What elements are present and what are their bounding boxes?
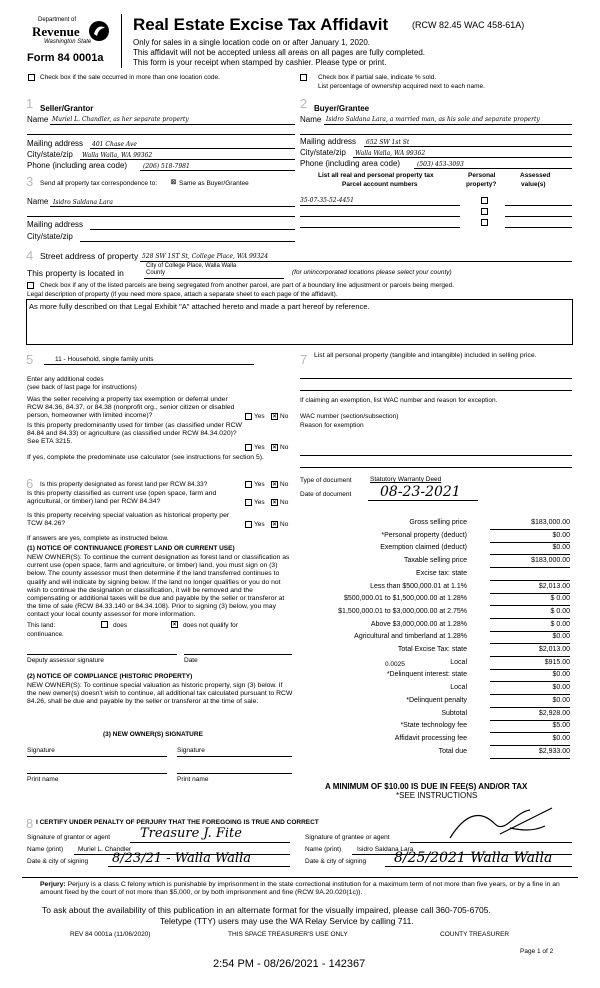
owner-signature-label-1: Signature — [27, 747, 55, 754]
sec5-q2-no-checkbox[interactable]: × — [272, 445, 277, 451]
buyer-mail[interactable]: 652 SW 1st St — [366, 139, 410, 146]
seller-name[interactable]: Muriel L. Chandler, as her separate property — [52, 116, 189, 123]
this-land-label: This land: — [27, 622, 56, 629]
header-sub2: This affidavit will not be accepted unless all areas on all pages are fully completed. — [133, 48, 426, 57]
sec5-q2-no: No — [280, 444, 289, 451]
local-rate: 0.0025 — [385, 661, 405, 668]
logo-dept-line1: Department of — [38, 17, 77, 23]
deputy-signature-label: Deputy assessor signature — [27, 657, 104, 664]
fee-underline — [490, 593, 570, 594]
legal-label: Legal description of property (if you need more space, attach a separate sheet to each page of the affidavit). — [27, 291, 338, 298]
fee-label: Above $3,000,000.00 at 1.28% — [370, 620, 467, 628]
fee-row — [300, 748, 570, 759]
fee-underline — [490, 605, 570, 606]
section-7-number: 7 — [300, 352, 308, 367]
use-code[interactable]: 11 - Household, single family units — [55, 356, 154, 363]
fee-row — [300, 519, 570, 530]
sec5-q2-yes-checkbox[interactable] — [245, 444, 252, 451]
fee-value[interactable]: $915.00 — [544, 658, 570, 666]
fee-row — [300, 684, 570, 695]
fee-row — [300, 532, 570, 543]
sec6-q1-yes: Yes — [254, 481, 265, 488]
sec6-q2: Is this property classified as current use (open space, farm and agricultural, or timber) land per RCW 84.34? — [27, 490, 217, 506]
alt-format-line1: To ask about the availability of this publication in an alternate format for the visually impaired, please call 360-705-6705. — [42, 905, 491, 915]
continuance-label: continuance. — [27, 631, 64, 638]
legal-description: As more fully described on that Legal Exhibit "A" attached hereto and made a part hereof by reference. — [29, 302, 370, 311]
fee-value[interactable]: $5.00 — [552, 722, 570, 730]
sec6-q1-yes-checkbox[interactable] — [245, 481, 252, 488]
street-label: Street address of property — [40, 251, 139, 261]
fee-label: Local — [450, 658, 467, 666]
additional-codes-note: (see back of last page for instructions) — [27, 384, 137, 391]
fee-label: *Delinquent interest: state — [386, 671, 467, 679]
grantor-date-label: Date & city of signing — [27, 858, 89, 865]
continuance-heading: (1) NOTICE OF CONTINUANCE (FOREST LAND OR CURRENT USE) — [27, 545, 235, 552]
buyer-name-label: Name — [300, 115, 322, 124]
fee-label: Local — [450, 684, 467, 692]
sec6-q2-no: No — [280, 499, 289, 506]
sec6-q1-no: No — [280, 481, 289, 488]
owner-print-label-1: Print name — [27, 776, 59, 783]
fee-label: Exemption claimed (deduct) — [380, 544, 467, 552]
partial-sale-label: Check box if partial sale, indicate % sold. — [318, 74, 437, 81]
fee-row — [300, 722, 570, 733]
buyer-city[interactable]: Walla Walla, WA 99362 — [355, 150, 426, 157]
exemption-text: If claiming an exemption, list WAC number and reason for exception. — [300, 397, 498, 404]
fee-underline — [490, 669, 570, 670]
seller-mail[interactable]: 401 Chase Ave — [92, 141, 137, 148]
located-label: This property is located in — [27, 268, 124, 278]
grantor-date-city[interactable]: 8/23/21 - Walla Walla — [112, 851, 252, 866]
sec6-q3-yes: Yes — [254, 521, 265, 528]
buyer-mail-label: Mailing address — [300, 137, 357, 146]
owner-print-label-2: Print name — [177, 776, 209, 783]
county-treasurer: COUNTY TREASURER — [440, 931, 510, 938]
land-does-checkbox[interactable] — [101, 621, 108, 628]
sec5-q1-no: No — [280, 413, 289, 420]
fee-value[interactable]: $183,000.00 — [531, 519, 570, 526]
sec5-q1-no-checkbox[interactable]: × — [272, 414, 277, 420]
corr-name-label: Name — [27, 197, 49, 206]
perjury-body: Perjury is a class C felony which is punishable by imprisonment in the state correctional institution for a maximum term of not more than five years, or by a fine in an amount fixed by the court of not more than $5,000, or by both imprisonment and fine (RCW 9A.20.020(1c)). — [40, 881, 560, 897]
fee-value[interactable]: $ 0.00 — [550, 607, 570, 615]
located-value[interactable]: City of College Place, Walla Walla County — [146, 263, 237, 276]
seller-heading: Seller/Grantor — [40, 104, 94, 113]
fee-value[interactable]: $2,013.00 — [538, 582, 570, 590]
fee-row — [300, 671, 570, 682]
fee-label: *State technology fee — [400, 722, 467, 730]
corr-city-label: City/state/zip — [27, 232, 73, 241]
fee-row — [300, 583, 570, 594]
sec6-q3: Is this property receiving special valuation as historical property per TCW 84.26? — [27, 512, 230, 528]
fee-underline — [490, 554, 570, 555]
fee-underline — [490, 567, 570, 568]
seller-city[interactable]: Walla Walla, WA 99362 — [82, 152, 153, 159]
seller-phone-label: Phone (including area code) — [27, 161, 128, 170]
fee-row — [300, 735, 570, 746]
fee-value[interactable]: $ 0.00 — [550, 620, 570, 628]
parcel-heading1: List all real and personal property tax — [318, 172, 434, 179]
sec6-q2-no-checkbox[interactable]: × — [272, 500, 277, 506]
grantee-sig-label: Signature of grantee or agent — [305, 834, 390, 841]
segregated-checkbox[interactable] — [27, 282, 34, 289]
header-sub1: Only for sales in a single location code on or after January 1, 2020. — [133, 38, 371, 47]
fee-value[interactable]: $0.00 — [552, 684, 570, 692]
sec5-q2-yes: Yes — [254, 444, 265, 451]
grantee-date-label: Date & city of signing — [305, 858, 367, 865]
land-does-not-label: does not qualify for — [183, 622, 238, 629]
fee-row — [300, 570, 570, 581]
fee-row — [300, 608, 570, 619]
personal-property-checkbox-2[interactable] — [481, 208, 488, 215]
fee-underline — [490, 529, 570, 530]
fee-value[interactable]: $0.00 — [552, 671, 570, 679]
personal-property-checkbox-1[interactable] — [481, 197, 488, 204]
fee-value[interactable]: $183,000.00 — [531, 557, 570, 565]
compliance-heading: (2) NOTICE OF COMPLIANCE (HISTORIC PROPERTY) — [27, 673, 193, 680]
same-as-buyer-checkbox[interactable]: ☒ — [170, 180, 177, 186]
legal-description-box[interactable] — [26, 299, 573, 345]
partial-sale-note: List percentage of ownership acquired next to each name. — [318, 83, 485, 90]
buyer-phone-label: Phone (including area code) — [300, 159, 401, 168]
sec5-q1-yes-checkbox[interactable] — [245, 413, 252, 420]
fee-underline — [490, 618, 570, 619]
form-rcw: (RCW 82.45 WAC 458-61A) — [412, 20, 525, 30]
grantee-signature[interactable] — [440, 804, 560, 844]
fee-row — [300, 544, 570, 555]
fee-value[interactable]: $ 0.00 — [550, 595, 570, 603]
fee-value[interactable]: $0.00 — [552, 544, 570, 552]
fee-underline — [490, 542, 570, 543]
multi-location-label: Check box if the sale occurred in more than one location code. — [40, 74, 220, 81]
fee-row — [300, 659, 570, 670]
sec6-q1-no-checkbox[interactable]: × — [272, 482, 277, 488]
fee-value[interactable]: $2,928.00 — [538, 709, 570, 717]
fee-row — [300, 710, 570, 721]
section-1-number: 1 — [26, 96, 34, 111]
doc-date[interactable]: 08-23-2021 — [380, 484, 461, 500]
certify-text: I CERTIFY UNDER PENALTY OF PERJURY THAT THE FOREGOING IS TRUE AND CORRECT — [36, 819, 319, 826]
wac-label: WAC number (section/subsection) — [300, 413, 399, 420]
fee-label: *Delinquent penalty — [406, 696, 467, 704]
doc-type[interactable]: Statutory Warranty Deed — [370, 476, 442, 483]
fee-value[interactable]: $0.00 — [552, 531, 570, 539]
parcel-number-1[interactable]: 35-07-35-52-4451 — [300, 197, 354, 204]
fee-underline — [490, 656, 570, 657]
fee-value[interactable]: $2,933.00 — [538, 747, 570, 755]
grantor-print-label: Name (print) — [27, 846, 64, 853]
sec5-q3: If yes, complete the predominate use calculator (see instructions for section 5). — [27, 454, 264, 461]
section-8-number: 8 — [26, 816, 34, 831]
located-note: (for unincorporated locations please select your county) — [292, 269, 452, 276]
fee-underline — [490, 720, 570, 721]
section-2-number: 2 — [300, 96, 308, 111]
fee-row — [300, 633, 570, 644]
owner-signature-label-2: Signature — [177, 747, 205, 754]
new-owner-heading: (3) NEW OWNER(S) SIGNATURE — [103, 731, 203, 738]
assessed-heading: Assessed — [520, 172, 551, 179]
fee-value[interactable]: $2,013.00 — [538, 646, 570, 653]
logo-dept-line2: Revenue — [32, 24, 80, 39]
minimum-fee-notice: A MINIMUM OF $10.00 IS DUE IN FEE(S) AND/OR TAX — [325, 782, 528, 791]
fee-underline — [490, 631, 570, 632]
form-title: Real Estate Excise Tax Affidavit — [133, 15, 389, 34]
deputy-date-label: Date — [184, 657, 198, 664]
fee-underline — [490, 758, 570, 759]
buyer-phone[interactable]: (503) 453-3093 — [417, 161, 464, 168]
personal-property-checkbox-3[interactable] — [481, 219, 488, 226]
fee-label: $1,500,000.01 to $3,000,000.00 at 2.75% — [338, 607, 467, 615]
seller-mail-label: Mailing address — [27, 139, 84, 148]
perjury-label: Perjury: — [40, 881, 66, 888]
personal-property-text: List all personal property (tangible and intangible) included in selling price. — [314, 352, 537, 359]
fee-label: Taxable selling price — [403, 557, 467, 565]
sec6-q3-yes-checkbox[interactable] — [245, 521, 252, 528]
fee-row — [300, 595, 570, 606]
compliance-text: NEW OWNER(S): To continue special valuation as historic property, sign (3) below. If the new owner(s) doesn't wish to continue, all additional tax calculated pursuant to RCW 84.26, shall be due and payable by the seller or transferor at the time of sale. — [27, 682, 293, 706]
fee-label: Excise tax: state — [416, 569, 467, 577]
multi-location-checkbox[interactable] — [28, 74, 35, 81]
continuance-text: NEW OWNER(S): To continue the current designation as forest land or classification as current use (open space, farm and agriculture, or timber) land, you must sign on (3) below. The county assessor must then determine if the land transferred continues to qualify and will indicate by signing below. If the land no longer qualifies or you do not wish to continue the designation or classification, it will be removed and the compensating or additional taxes will be due and payable by the seller or transferor at the time of sale (RCW 84.33.140 or 84.34.108). Prior to signing (3) below, you may contact your local county assessor for more information. — [27, 554, 290, 619]
partial-sale-checkbox[interactable] — [300, 74, 307, 81]
segregated-label: Check box if any of the listed parcels are being segregated from another parcel, are part of a boundary line adjustment or parcels being merged. — [40, 282, 455, 289]
header-sub3: This form is your receipt when stamped by cashier. Please type or print. — [133, 58, 387, 67]
sec5-q1-yes: Yes — [254, 413, 265, 420]
grantee-date-city[interactable]: 8/25/2021 Walla Walla — [394, 850, 553, 866]
corr-mail-label: Mailing address — [27, 220, 84, 229]
same-as-buyer-label: Same as Buyer/Grantee — [179, 180, 249, 187]
land-does-not-checkbox[interactable]: × — [172, 622, 177, 628]
grantor-signature[interactable]: Treasure J. Fite — [140, 826, 242, 841]
receipt-stamp: 2:54 PM - 08/26/2021 - 142367 — [213, 958, 366, 970]
see-instructions: *SEE INSTRUCTIONS — [396, 791, 478, 800]
fee-label: *Personal property (deduct) — [381, 531, 467, 539]
corr-name[interactable]: Isidro Saldana Lara — [53, 199, 113, 206]
fee-value[interactable]: $0.00 — [552, 633, 570, 641]
personal-property-heading2: property? — [466, 181, 497, 188]
fee-label: Gross selling price — [409, 519, 467, 526]
sec5-q2: Is this property predominantly used for timber (as classified under RCW 84.84 and 84.33) or agriculture (as classified under RCW 84.34.020)? See ETA 3215. — [27, 422, 242, 446]
doc-type-label: Type of document — [300, 477, 352, 484]
seller-phone[interactable]: (206) 518-7981 — [143, 163, 190, 170]
doc-date-label: Date of document — [300, 491, 352, 498]
fee-row — [300, 621, 570, 632]
seller-city-label: City/state/zip — [27, 150, 73, 159]
personal-property-heading: Personal — [468, 172, 496, 179]
fee-row — [300, 646, 570, 657]
assessed-heading2: value(s) — [521, 181, 546, 188]
additional-codes-label: Enter any additional codes — [27, 376, 104, 383]
fee-label: Total Excise Tax: state — [397, 646, 467, 653]
fee-label: Less than $500,000.01 at 1.1% — [370, 582, 467, 590]
section-5-number: 5 — [26, 352, 34, 367]
street-address[interactable]: 528 SW 1ST St, College Place, WA 99324 — [142, 253, 269, 260]
fee-underline — [490, 732, 570, 733]
grantor-sig-label: Signature of grantor or agent — [27, 834, 111, 841]
fee-row — [300, 697, 570, 708]
fee-label: Affidavit processing fee — [394, 734, 467, 742]
grantee-print-label: Name (print) — [305, 846, 342, 853]
fee-label: Total due — [438, 747, 467, 755]
sec6-q3-no: No — [280, 521, 289, 528]
buyer-city-label: City/state/zip — [300, 148, 346, 157]
sec5-q1: Was the seller receiving a property tax exemption or deferral under RCW 84.36, 84.37, or 84.38 (nonprofit org., senior citizen or disabled person, homeowner with limited income)? — [27, 396, 235, 420]
treasurer-use: THIS SPACE TREASURER'S USE ONLY — [228, 931, 348, 938]
form-number: Form 84 0001a — [27, 52, 104, 64]
fee-label: Subtotal — [441, 709, 467, 717]
fee-row — [300, 557, 570, 568]
fee-value[interactable]: $0.00 — [552, 696, 570, 704]
seller-name-label: Name — [27, 115, 49, 124]
land-does-label: does — [113, 622, 128, 629]
section-4-number: 4 — [26, 248, 34, 263]
grantee-print[interactable]: Isidro Saldana Lara — [357, 846, 414, 853]
correspondence-label: Send all property tax correspondence to: — [40, 180, 158, 187]
grantor-print[interactable]: Muriel L. Chandler — [78, 846, 132, 853]
buyer-heading: Buyer/Grantee — [314, 104, 370, 113]
fee-label: $500,000.01 to $1,500,000.00 at 1.28% — [344, 595, 467, 603]
fee-underline — [490, 694, 570, 695]
page-number: Page 1 of 2 — [520, 948, 554, 955]
fee-underline — [490, 707, 570, 708]
fee-value[interactable]: $0.00 — [552, 734, 570, 742]
rev-number: REV 84 0001a (11/06/2020) — [70, 931, 151, 938]
section-6-number: 6 — [26, 476, 34, 491]
fee-underline — [490, 643, 570, 644]
fee-label: Agricultural and timberland at 1.28% — [354, 633, 467, 641]
logo-dept-line3: Washington State — [44, 39, 92, 45]
fee-underline — [490, 745, 570, 746]
parcel-heading2: Parcel account numbers — [342, 181, 418, 188]
fee-underline — [490, 580, 570, 581]
sec6-q2-yes: Yes — [254, 499, 265, 506]
perjury-text — [40, 881, 580, 897]
section-3-number: 3 — [26, 174, 34, 189]
alt-format-line2: Teletype (TTY) users may use the WA Relay Service by calling 711. — [160, 916, 414, 926]
dor-seal-icon — [88, 20, 110, 42]
buyer-name[interactable]: Isidro Saldana Lara, a married man, as his sole and separate property — [326, 116, 540, 123]
fee-underline — [490, 681, 570, 682]
sec6-q2-yes-checkbox[interactable] — [245, 499, 252, 506]
sec6-note: If answers are yes, complete as instructed below. — [27, 535, 169, 542]
sec6-q3-no-checkbox[interactable]: × — [272, 522, 277, 528]
sec6-q1: Is this property designated as forest land per RCW 84.33? — [40, 481, 208, 488]
reason-label: Reason for exemption — [300, 422, 364, 429]
